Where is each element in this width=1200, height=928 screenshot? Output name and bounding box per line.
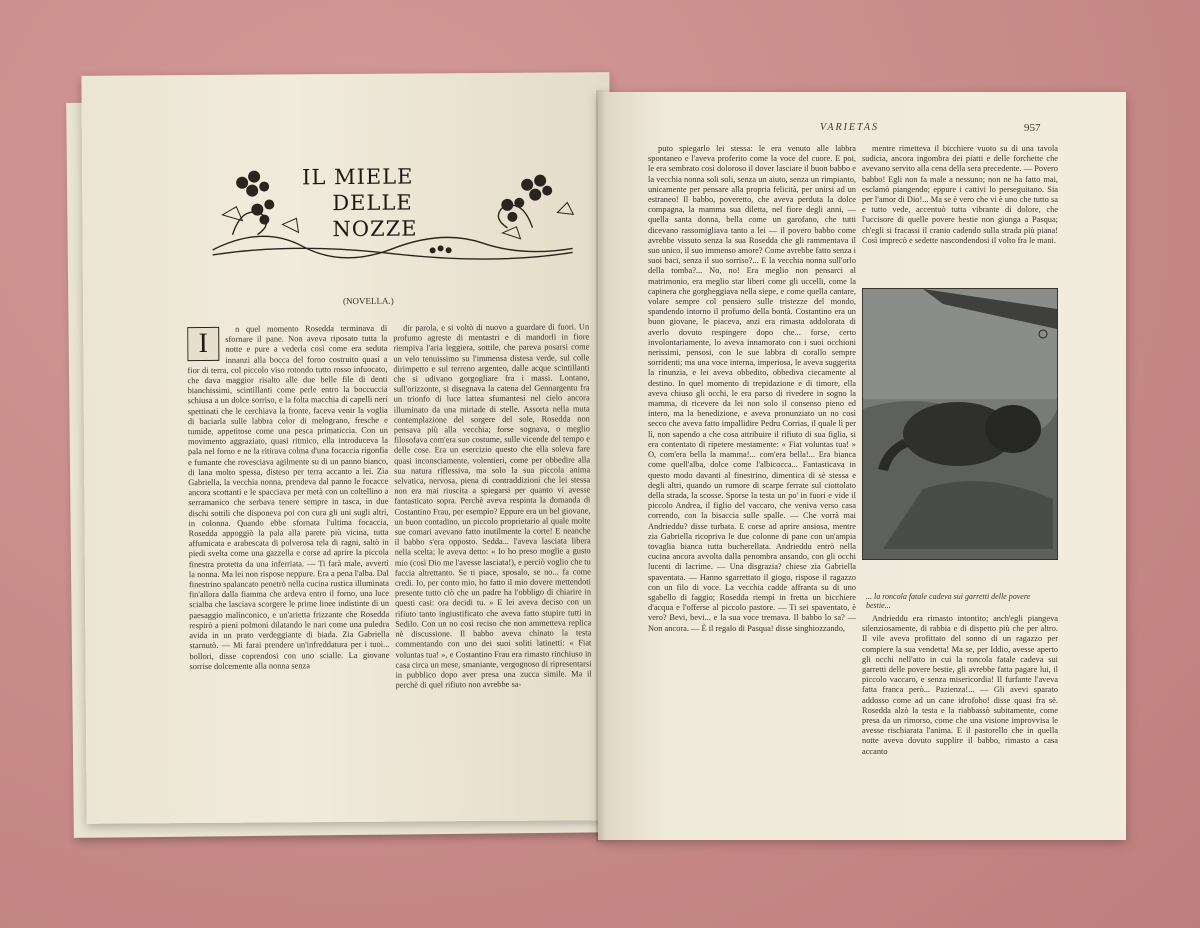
right-column-2-bottom-text: Andrieddu era rimasto intontito; anch'egli piangeva silenziosamente, di rabbia e di dispetto più che per altro. Il vile aveva profittato del sonno di un ragazzo per compiere la sua vendetta! Ma se, per Iddio, avesse aperto gli occhi nell'atto in cui la roncola fatale cadeva sui garretti delle povere bestie, gli avrebbe fatta pagare lui, il piccolo vaccaro, e senza misericordia! Il furfante l'aveva fatta franca però... Pazienza!... — Gli avevi sparato addosso come ad un cane idrofobo! disse quasi fra sè. Rosedda alzò la testa e la riabbassò subitamente, come presa da un rimorso, come che una visione improvvisa le avesse rischiarata l'anima. E il pastorello che in quella notte aveva dovuto supplire il babbo, rimasto a casa accanto xyxy=(862,614,1058,756)
left-page xyxy=(81,72,614,824)
title-line-2: DELLE NOZZE xyxy=(332,190,418,242)
right-column-2-top-text: mentre rimetteva il bicchiere vuoto su di una tavola sudicia, ancora ingombra dei piatti e delle forchette che avevano servito alla cena della sera precedente. — Povero babbo! Egli non fa male a nessuno; non ne ha fatto mai, esclamò piangendo; eppure i cattivi lo perseguitano. Sia per l'amor di Dio!... Ma se è vero che vi è uno che tutto sa e tutto vede, accentuò tutta vibrante di dolore, che l'uccisore di quelle povere bestie non giunga a Pasqua; ch'egli si fracassi il cranio cadendo sulla strada più piana! Così imprecò e sedette nascondendosi il volto fra le mani. xyxy=(862,144,1058,245)
right-column-1 xyxy=(648,144,856,764)
running-head: VARIETAS xyxy=(820,122,879,133)
left-column-2-text: dir parola, e si voltò di nuovo a guardare di fuori. Un profumo agreste di mentastri e di mandorli in fiore riempiva l'aria leggiera, sottile, che pareva posarsi come un velo tenuissimo su l'immensa distesa verde, sul colle dirimpetto e sul terreno argenteo, dalle acque scintillanti che si udivano gorgogliare fra i massi. Lontano, sull'orizzonte, si disegnava la catena del Gennargentu fra un trionfo di luce lattea sfumantesi nel cielo ancora illuminato da una miriade di stelle. Assorta nella muta contemplazione del sorgere del sole, Rosedda non pensava più alla vecchia; forse sognava, o meglio filosofava com'era suo costume, sulle vicende del tempo e delle cose. Era un esercizio questo che ella soleva fare quasi inconsciamente, volentieri, come per obbedire alla sua natura riflessiva, ma solo la sua piccola anima selvatica, nervosa, piena di contraddizioni che lei stessa non era mai riuscita a spiegarsi per quanto vi avesse fantasticato sopra. Perchè aveva respinta la domanda di Costantino Frau, per esempio? Eppure era un bel giovane, un buon contadino, un piccolo proprietario al quale molte sue comari avevano fatto inutilmente la corte! E neanche il babbo s'era opposto. Sedda... l'aveva lasciata libera nella scelta; le aveva detto: « Io ho preso moglie a gusto mio (così Dio me l'avesse lasciata!), e perciò voglio che tu faccia altrettanto. Se ti piace, sposalo, se no... fa come credi. Io, per conto mio, ho fatto il mio dovere mettendoti presente tutto ciò che un padre ha l'obbligo di chiarire in questi casi: ora decidi tu. » E lei aveva deciso con un rifiuto tanto ingiustificato che aveva fatto stupire tutti in Sedilo. Con un no così reciso che non ammetteva replica nè discussione. Il babbo aveva chinato la testa commentando con uno dei suoi soliti latinetti: « Fiat voluntas tua! », e Costantino Frau era rimasto rinchiuso in casa circa un mese, smaniante, vergognoso di ripresentarsi in pubblico dopo aver presa una zucca simile. Ma il perchè di quel rifiuto non avrebbe sa- xyxy=(393,322,592,690)
drop-cap: I xyxy=(187,327,219,361)
left-column-2 xyxy=(393,322,592,783)
genre-label: (NOVELLA.) xyxy=(342,295,394,307)
illustration-caption: ... la roncola fatale cadeva sui garretti delle povere bestie... xyxy=(866,592,1031,610)
page-number: 957 xyxy=(1024,122,1041,134)
title-line-1: IL MIELE xyxy=(302,164,414,190)
left-column-1 xyxy=(187,324,390,745)
spine-gutter xyxy=(596,90,606,842)
right-column-1-text: puto spiegarlo lei stessa: le era venuto alle labbra spontaneo e l'aveva proferito come la voce del cuore. E poi, le era sembrato così doloroso il dover lasciare il buon babbo e la vecchia nonna soli soli, senza un aiuto, senza un rimpianto, unicamente per pensare alla propria felicità, per unirsi ad un estraneo! Il babbo, poveretto, che aveva perduta la dolce compagna, la mamma sua diletta, nel fiore degli anni, — quella santa donna, bella come un garofano, che tutti dicevano rassomigliava tanto a lei — il povero babbo come avrebbe vissuto senza la sua Rosedda che gli rammentava il suo unico, il suo immenso amore? Come avrebbe fatto senza i suoi baci, senza il suo sorriso?... E la vecchia nonna sull'orlo della tomba?... No, no! Era meglio non pensarci al matrimonio, era meglio star liberi come gli uccelli, come la capinera che gorgheggiava nella siepe, e come quella cantare, volare sempre col pensiero sulle tristezze del mondo, spandendo intorno il profumo della bontà. Costantino era un buon giovane, le piaceva, anzi era rimasta addolorata di averlo dovuto respingere dopo che... forse, certo involontariamente, lo aveva innamorato con i suoi occhioni nerissimi, pensosi, con le sue labbra di corallo sempre sorridenti; ma una voce interna, imperiosa, le aveva suggerita la rinunzia, e lei aveva obbedito, obbediva ciecamente al destino. In quel momento di trepidazione e di timore, ella aveva chiuso gli occhi, le era parso di rivedere in sogno la mamma, di ricevere da lei non solo il consenso pieno ed intero, ma la benedizione, e aveva pronunziato un no così secco che aveva fatto impallidire Pedru Corrias, il quale lì per lì, non sapendo a che cosa attribuire il rifiuto di sua figlia, si era contentato di ripetere mestamente: « Fiat voluntas tua! » O, com'era bella la mamma!... com'era bella!... Era bianca come quell'alba, dolce come l'albicocca... Fantasticava in questo modo davanti al finestrino, dimentica di sè stessa e degli altri, quando un rumore di scarpe ferrate sul ciottolato della strada, la scosse. Sporse la testa un po' in fuori e vide il piccolo Andrea, il figlio del vaccaro, che veniva verso casa correndo, con la bisaccia sulle spalle. — Che vorrà mai Andrieddu? disse turbata. E corse ad aprire ansiosa, mentre zia Gabriella ricopriva le due colonne di pane con un'ampia tovaglia bianca tutta bucherellata. Andrieddu entrò nella cucina ancora avvolta dalla penombra ansando, con gli occhi lucenti di lacrime. — Una disgrazia? chiese zia Gabriella spaventata. — Hanno sgarrettato il giogo, rispose il ragazzo con un filo di voce. La vecchia cadde affranta su di uno sgabello di faggio; Rosedda riempì in fretta un bicchiere d'acqua e l'offerse al piccolo pastore. — Ti sei spaventato, è vero? Bevi, bevi... e la sua voce tremava. Il babbo lo sa? — Non ancora. — È il regalo di Pasqua! disse singhiozzando, xyxy=(648,144,856,633)
article-title xyxy=(302,163,503,242)
right-column-2-top xyxy=(862,144,1058,284)
right-column-2-bottom xyxy=(862,614,1058,764)
illustration-plate xyxy=(862,288,1058,560)
left-column-1-text: n quel momento Rosedda terminava di sfornare il pane. Non aveva riposato tutta la notte e pure a vederla così come era seduta innanzi alla bocca del forno costruito quasi a fior di terra, col piccolo viso rotondo tutto rosso infuocato, che dava maggior risalto alle due belle file di denti bianchissimi, scintillanti come perle entro la boccuccia schiusa a un dolce sorriso, e la folta macchia di capelli neri spettinati che le cerchiava la fronte, faceva venir la voglia di baciarla sulle labbra color di melograno, fresche e tumide, appetitose come una pesca primaticcia. Con un movimento aggraziato, quasi ritmico, ella introduceva la pala nel forno e ne la ritirava colma d'una focaccia rigonfia e fumante che rovesciava agilmente su di un panno bianco, di lana molto spessa, disteso per terra accanto a lei. Zia Gabriella, la vecchia nonna, prendeva dal panno le focacce ancora scottanti e le spacciava per metà con un coltellino a serramanico che serbava tenere sempre in tasca, in due dischi sottili che disponeva poi con cura gli uni sugli altri, in colonna. Quando ebbe sfornata l'ultima focaccia, Rosedda appoggiò la pala alla parete più vicina, tutta affumicata e arabescata di polverosa tela di ragni, saltò in piedi svelta come una gazzella e corse ad aprire la piccola finestra protetta da una inferriata. — Ti farà male, avvertì la nonna. Ma lei non rispose neppure. Era a pena l'alba. Dal finestrino spalancato penetrò nella cucina rustica illuminata fin'allora dalla fiamma che ardeva entro il forno, una luce scialba che lasciava scorgere le prime linee indistinte di un paesaggio malinconico, e un'arietta frizzante che Rosedda respirò a pieni polmoni dilatando le nari come una puledra avida in un prato verdeggiante di biada. Zia Gabriella starnutò. — Mi farai prendere un'infreddatura per i tuoi... bollori, disse coprendosi con uno scialle. La giovane sorrise dolcemente alla nonna senza xyxy=(187,323,390,671)
right-page xyxy=(598,92,1126,840)
